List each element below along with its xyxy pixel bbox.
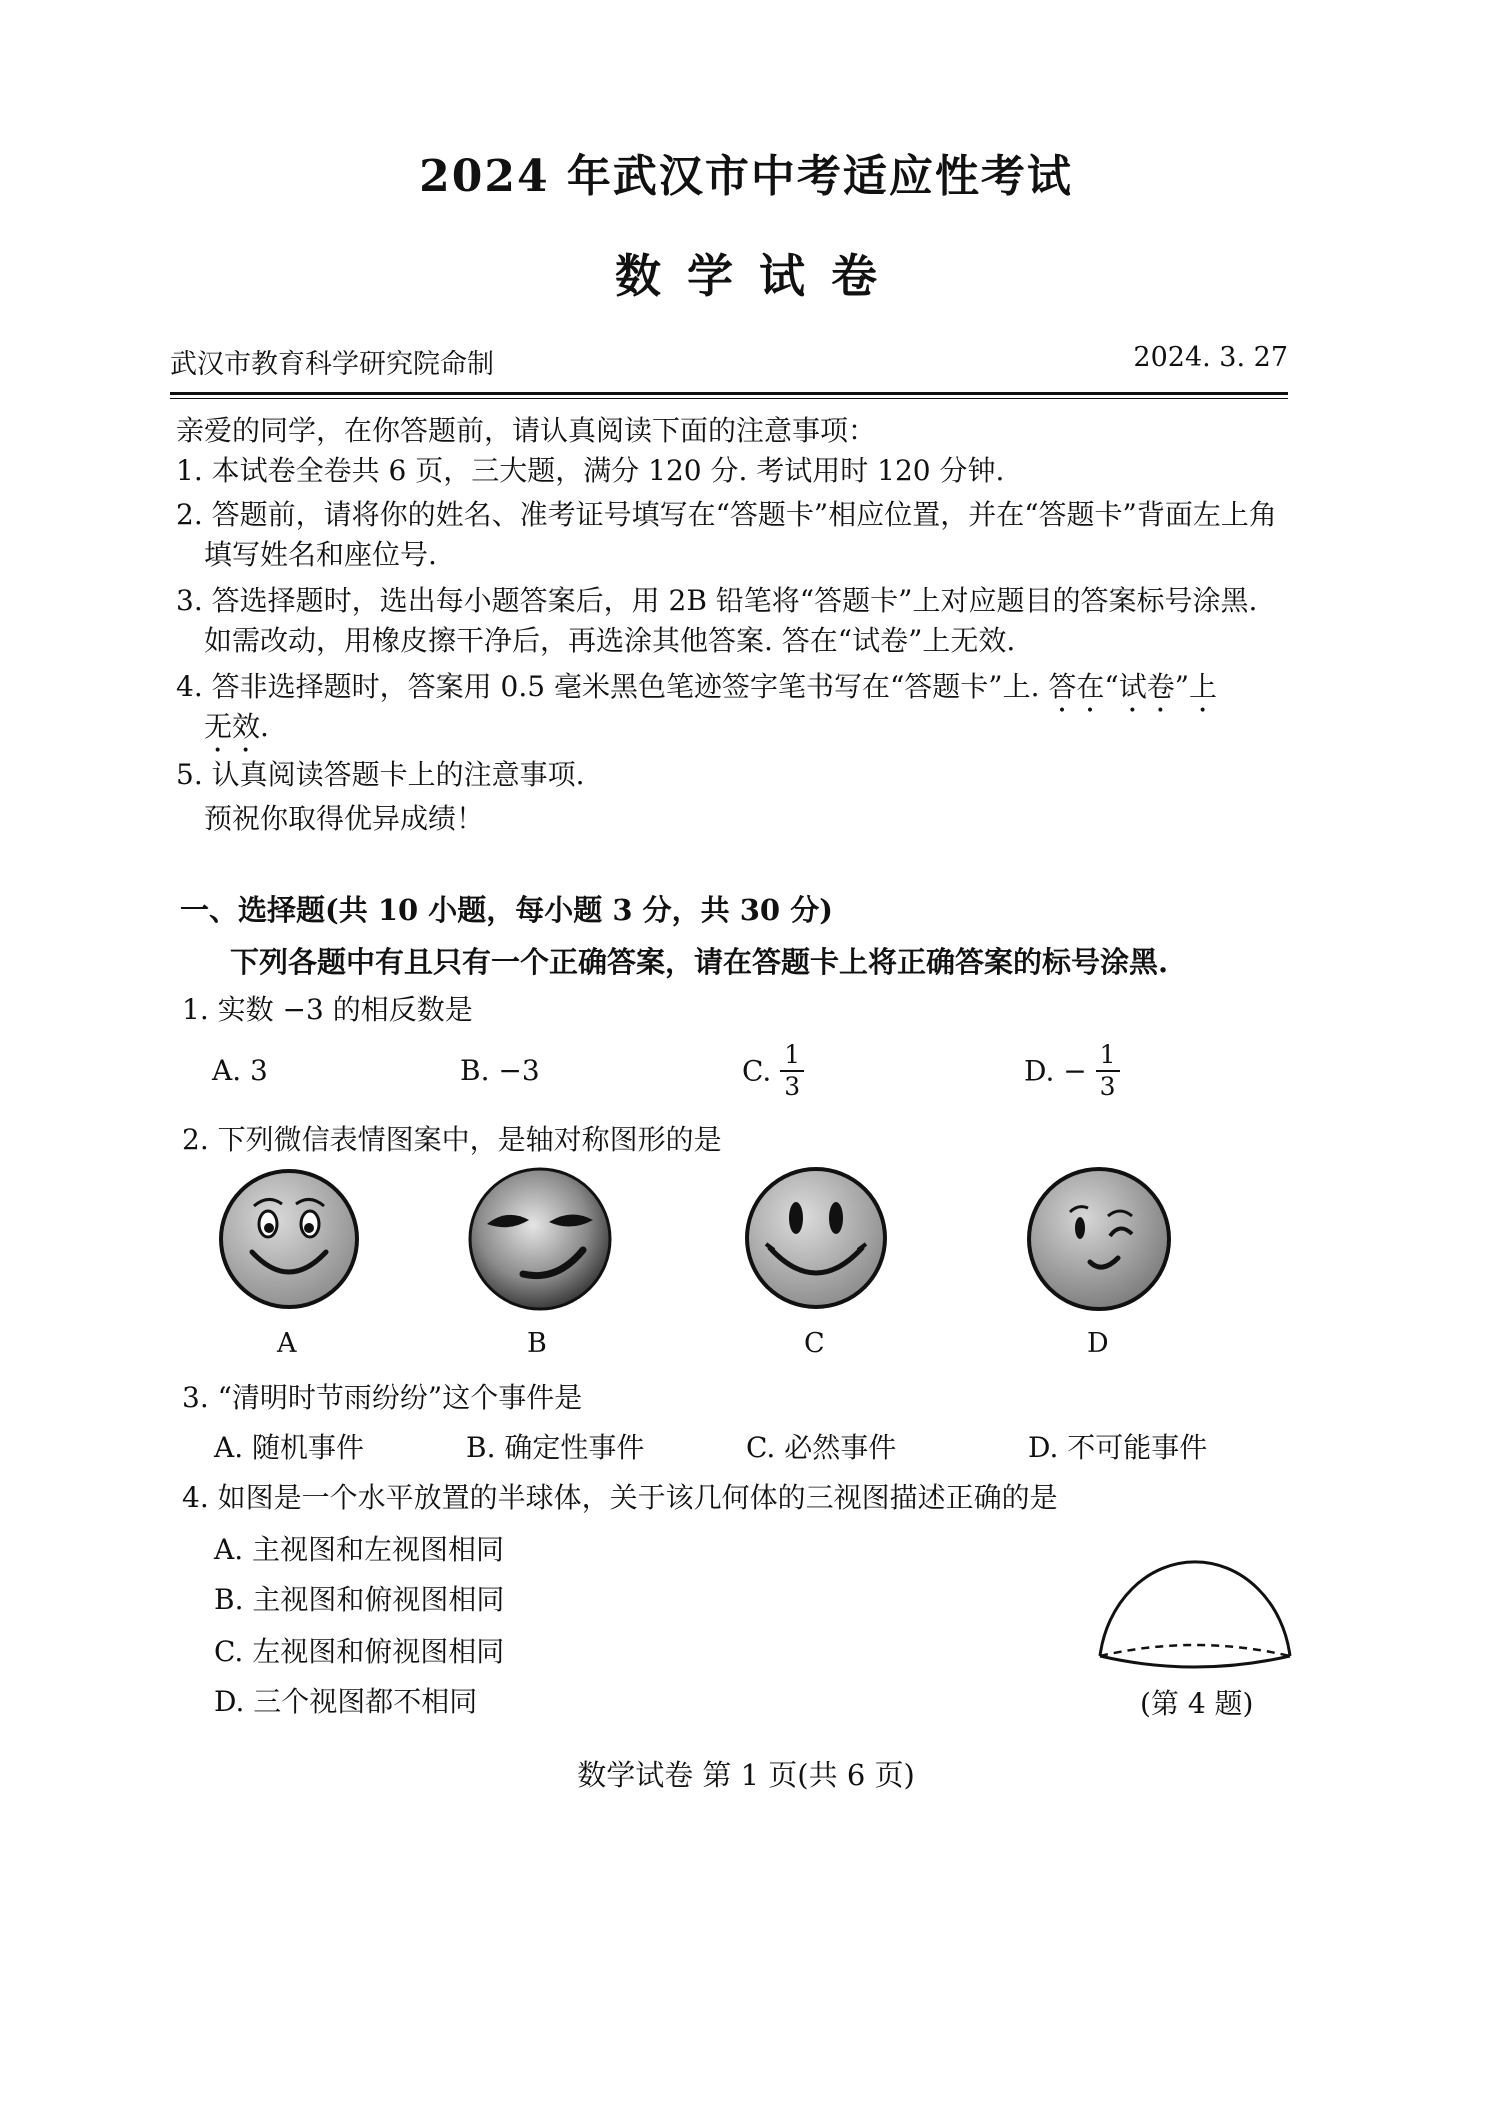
q2-label-b: B [527, 1328, 547, 1359]
smiling-face-icon [742, 1164, 890, 1312]
fraction-numerator: 1 [1096, 1040, 1120, 1072]
notice-item-4-emphasis: 答在“试卷”上 [1048, 670, 1218, 703]
fraction-denominator: 3 [1099, 1072, 1116, 1101]
issuer: 武汉市教育科学研究院命制 [170, 349, 494, 380]
notice-wish: 预祝你取得优异成绩！ [204, 802, 485, 835]
q1-stem: 1. 实数 −3 的相反数是 [182, 993, 473, 1026]
notice-item-2-cont: 填写姓名和座位号. [204, 538, 437, 571]
notice-item-5: 5. 认真阅读答题卡上的注意事项. [176, 758, 585, 791]
smiling-face-with-lashes-icon [216, 1166, 362, 1312]
notice-item-4-emphasis-cont: 无效 [204, 710, 261, 743]
q1-option-a: A. 3 [212, 1054, 268, 1087]
q1-option-d-label: D. − [1024, 1054, 1087, 1088]
q1-option-d [1024, 1040, 1120, 1102]
exam-date: 2024. 3. 27 [1133, 342, 1288, 373]
q1-option-c-fraction [780, 1040, 804, 1102]
notice-item-1: 1. 本试卷全卷共 6 页，三大题，满分 120 分. 考试用时 120 分钟. [176, 454, 1005, 487]
exam-title: 2024 年武汉市中考适应性考试 [419, 151, 1073, 202]
notice-item-2: 2. 答题前，请将你的姓名、准考证号填写在“答题卡”相应位置，并在“答题卡”背面左上角 [176, 498, 1277, 531]
header-rule-thin [170, 398, 1288, 399]
q4-option-a: A. 主视图和左视图相同 [214, 1533, 505, 1566]
page-footer: 数学试卷 第 1 页(共 6 页) [577, 1758, 915, 1792]
header-rule [170, 392, 1288, 395]
notice-item-4 [176, 668, 1217, 719]
notice-item-4-text: 4. 答非选择题时，答案用 0.5 毫米黑色笔迹签字笔书写在“答题卡”上. [176, 670, 1049, 703]
q4-option-c: C. 左视图和俯视图相同 [214, 1635, 505, 1668]
q1-option-c [742, 1040, 804, 1102]
q3-option-a: A. 随机事件 [214, 1431, 365, 1464]
q4-option-d: D. 三个视图都不相同 [214, 1685, 478, 1718]
q1-option-c-label: C. [742, 1054, 772, 1088]
q2-stem: 2. 下列微信表情图案中，是轴对称图形的是 [182, 1123, 722, 1156]
q3-stem: 3. “清明时节雨纷纷”这个事件是 [182, 1381, 583, 1414]
q3-option-d: D. 不可能事件 [1028, 1431, 1208, 1464]
smirking-face-icon [465, 1164, 615, 1314]
q4-option-b: B. 主视图和俯视图相同 [214, 1583, 505, 1616]
section-instruction: 下列各题中有且只有一个正确答案，请在答题卡上将正确答案的标号涂黑. [230, 945, 1169, 979]
notice-intro: 亲爱的同学，在你答题前，请认真阅读下面的注意事项： [176, 414, 877, 447]
notice-item-3: 3. 答选择题时，选出每小题答案后，用 2B 铅笔将“答题卡”上对应题目的答案标号涂黑. [176, 584, 1258, 617]
fraction-numerator: 1 [780, 1040, 804, 1072]
section-heading: 一、选择题(共 10 小题，每小题 3 分，共 30 分) [180, 893, 833, 927]
q3-option-b: B. 确定性事件 [466, 1431, 645, 1464]
q4-figure-caption: (第 4 题) [1140, 1687, 1254, 1720]
q1-option-d-fraction [1096, 1040, 1120, 1102]
notice-item-4-cont [204, 708, 269, 759]
hemisphere-figure [1090, 1530, 1300, 1670]
q4-stem: 4. 如图是一个水平放置的半球体，关于该几何体的三视图描述正确的是 [182, 1481, 1058, 1514]
q2-label-c: C [804, 1328, 825, 1359]
notice-item-3-cont: 如需改动，用橡皮擦干净后，再选涂其他答案. 答在“试卷”上无效. [204, 624, 1016, 657]
notice-item-4-end: . [260, 710, 269, 743]
q1-option-b: B. −3 [460, 1054, 540, 1087]
q2-label-d: D [1087, 1328, 1109, 1359]
q3-option-c: C. 必然事件 [746, 1431, 897, 1464]
paper-subtitle: 数学试卷 [615, 249, 903, 303]
winking-face-icon [1024, 1164, 1174, 1314]
q2-label-a: A [277, 1328, 297, 1359]
fraction-denominator: 3 [784, 1072, 801, 1101]
